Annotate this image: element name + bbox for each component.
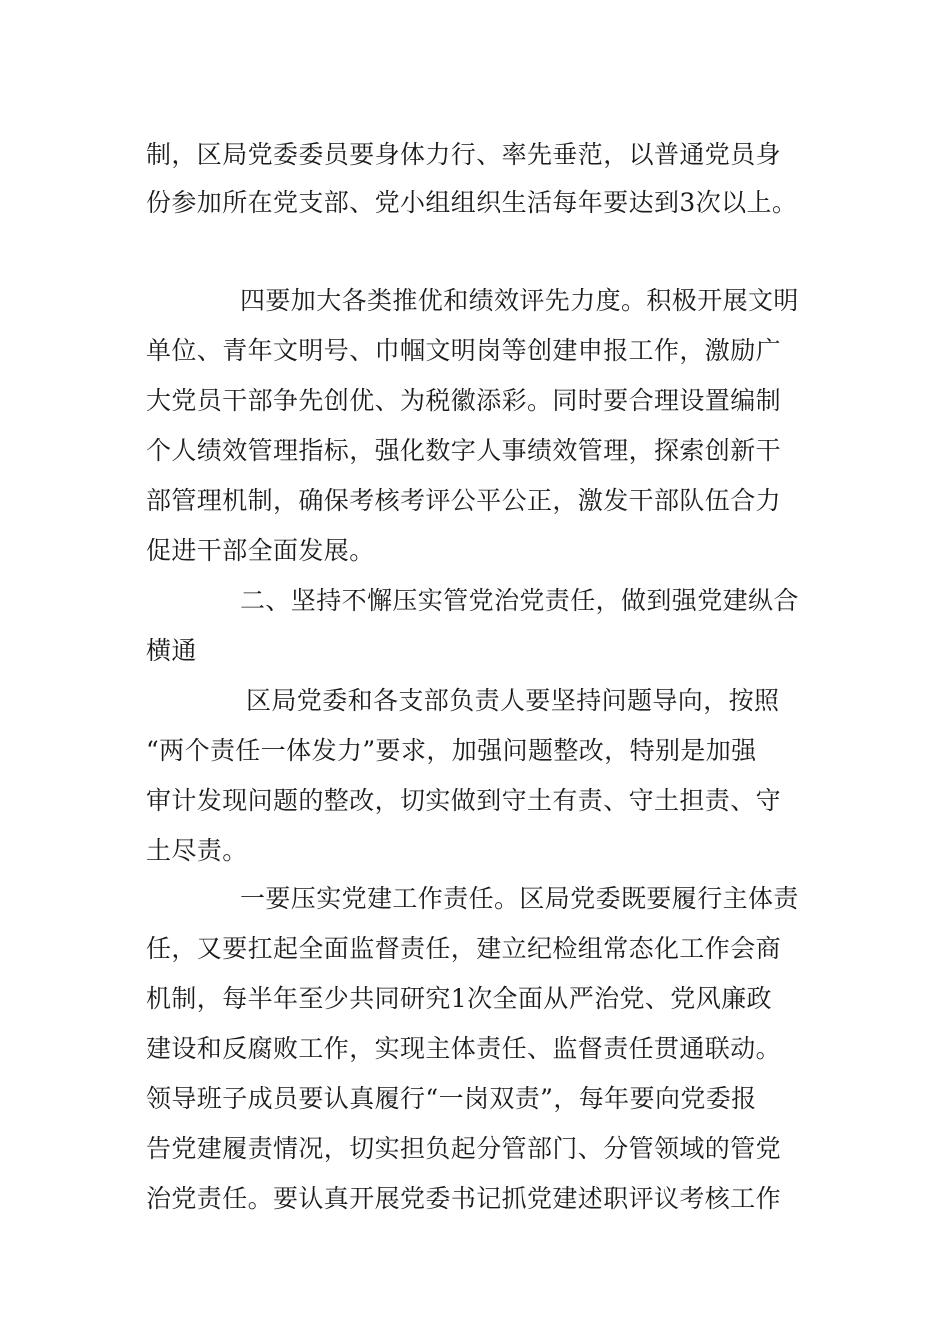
text-line: 领导班子成员要认真履行“一岗双责”，每年要向党委报 <box>146 1084 757 1113</box>
section-heading: 二、坚持不懈压实管党治党责任，做到强党建纵合 <box>240 586 799 615</box>
text-line: 个人绩效管理指标，强化数字人事绩效管理，探索创新干 <box>146 436 782 465</box>
section-heading-continued: 横通 <box>146 636 197 665</box>
text-line: 大党员干部争先创优、为税徽添彩。同时要合理设置编制 <box>146 386 782 415</box>
paragraph-first-line: 区局党委和各支部负责人要坚持问题导向，按照 <box>246 686 780 715</box>
text-line: 部管理机制，确保考核考评公平公正，激发干部队伍合力 <box>146 486 782 515</box>
text-line: 任，又要扛起全面监督责任，建立纪检组常态化工作会商 <box>146 934 782 963</box>
text-line: 制，区局党委委员要身体力行、率先垂范，以普通党员身 <box>146 140 782 169</box>
text-line: 单位、青年文明号、巾帼文明岗等创建申报工作，激励广 <box>146 336 782 365</box>
paragraph-first-line: 四要加大各类推优和绩效评先力度。积极开展文明 <box>240 286 799 315</box>
text-line: 告党建履责情况，切实担负起分管部门、分管领域的管党 <box>146 1134 782 1163</box>
text-line: 土尽责。 <box>146 836 248 865</box>
text-line: 建设和反腐败工作，实现主体责任、监督责任贯通联动。 <box>146 1034 782 1063</box>
text-line: 机制，每半年至少共同研究1次全面从严治党、党风廉政 <box>146 984 772 1013</box>
text-line: “两个责任一体发力”要求，加强问题整改，特别是加强 <box>146 736 757 765</box>
text-line: 审计发现问题的整改，切实做到守土有责、守土担责、守 <box>146 786 782 815</box>
text-line: 份参加所在党支部、党小组组织生活每年要达到3次以上。 <box>146 188 798 217</box>
paragraph-first-line: 一要压实党建工作责任。区局党委既要履行主体责 <box>240 884 799 913</box>
text-line: 促进干部全面发展。 <box>146 536 375 565</box>
text-line: 治党责任。要认真开展党委书记抓党建述职评议考核工作 <box>146 1184 782 1213</box>
